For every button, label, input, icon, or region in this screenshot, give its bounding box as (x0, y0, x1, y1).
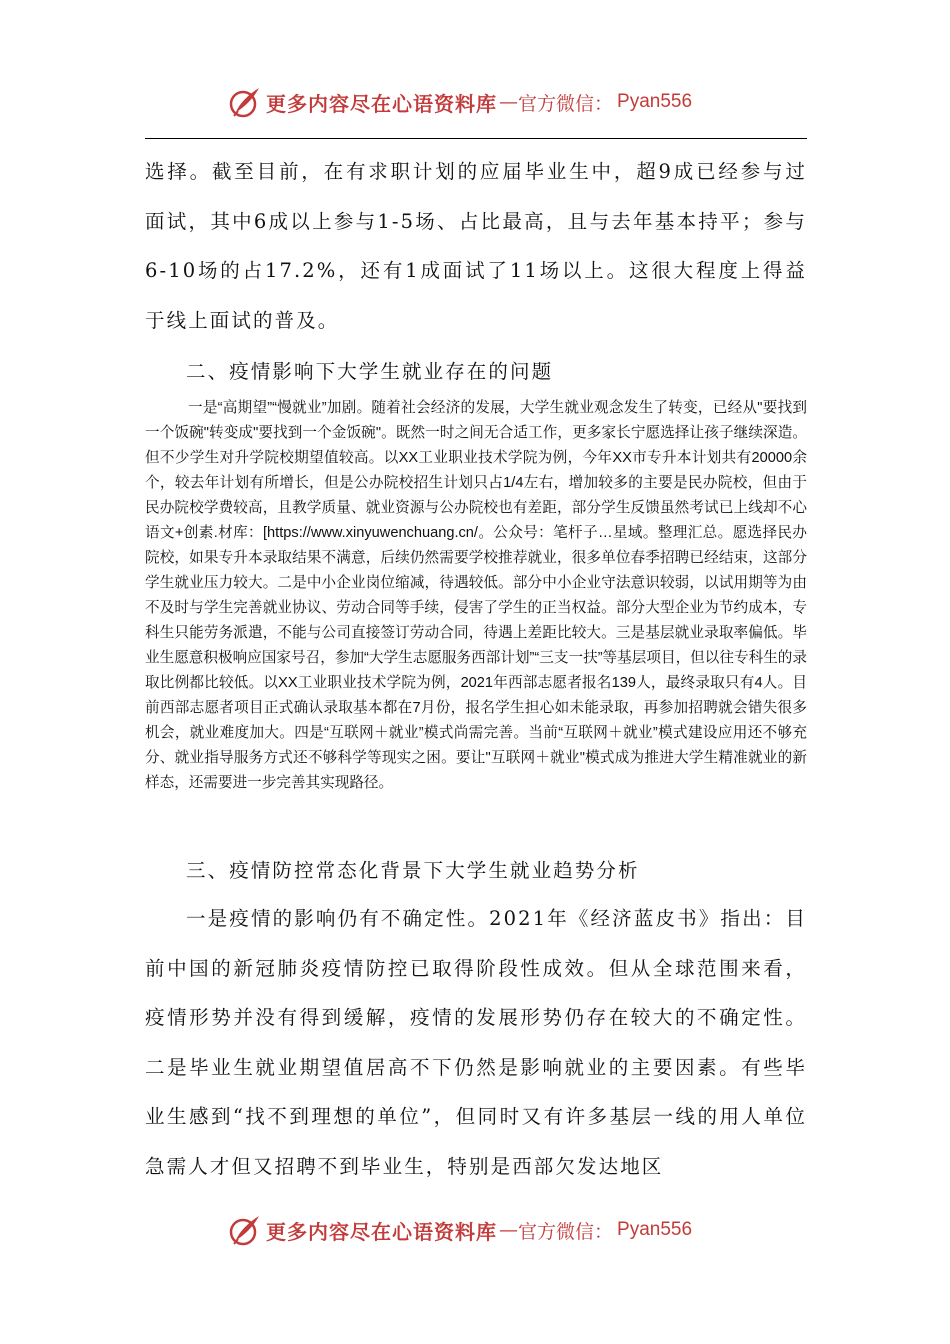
header-watermark (228, 82, 728, 122)
watermark-wechat-label: 官方微信： (518, 92, 614, 115)
paragraph-problems: 一是“高期望”“慢就业”加剧。随着社会经济的发展，大学生就业观念发生了转变，已经从"要找到一个饭碗"转变成"要找到一个金饭碗"。既然一时之间无合适工作，更多家长宁愿选择让孩子继续深造。但不少学生对升学院校期望值较高。以XX工业职业技术学院为例，今年XX市专升本计划共有20000余个，较去年计划有所增长，但是公办院校招生计划只占1/4左右，增加较多的主要是民办院校，但由于民办院校学费较高，且教学质量、就业资源与公办院校也有差距，部分学生反馈虽然考试已上线却不心语文+创素.材库：[https://www.xinyuwenchuang.cn/。公众号：笔杆子…星域。整理汇总。愿选择民办院校，如果专升本录取结果不满意，后续仍然需要学校推荐就业，很多单位春季招聘已经结束，这部分学生就业压力较大。二是中小企业岗位缩减，待遇较低。部分中小企业守法意识较弱，以试用期等为由不及时与学生完善就业协议、劳动合同等手续，侵害了学生的正当权益。部分大型企业为节约成本，专科生只能劳务派遣，不能与公司直接签订劳动合同，待遇上差距比较大。三是基层就业录取率偏低。毕业生愿意积极响应国家号召，参加“大学生志愿服务西部计划”“三支一扶”等基层项目，但以往专科生的录取比例都比较低。以XX工业职业技术学院为例，2021年西部志愿者报名139人，最终录取只有4人。目前西部志愿者项目正式确认录取基本都在7月份，报名学生担心如未能录取，再参加招聘就会错失很多机会，就业难度加大。四是“互联网＋就业”模式尚需完善。当前“互联网＋就业”模式建设应用还不够充分、就业指导服务方式还不够科学等现实之困。要让"互联网＋就业"模式成为推进大学生精准就业的新样态，还需要进一步完善其实现路径。 (145, 400, 807, 791)
paragraph-trends: 一是疫情的影响仍有不确定性。2021年《经济蓝皮书》指出：目前中国的新冠肺炎疫情防控已取得阶段性成效。但从全球范围来看，疫情形势并没有得到缓解，疫情的发展形势仍存在较大的不确定性。二是毕业生就业期望值居高不下仍然是影响就业的主要因素。有些毕业生感到“找不到理想的单位”，但同时又有许多基层一线的用人单位急需人才但又招聘不到毕业生，特别是西部欠发达地区 (145, 907, 807, 1178)
section-heading-trends: 三、疫情防控常态化背景下大学生就业趋势分析 (186, 859, 640, 882)
quill-logo-icon (228, 1213, 262, 1247)
watermark-site-name: 更多内容尽在心语资料库 (266, 1219, 497, 1244)
watermark-wechat-id: Pyan556 (617, 1219, 693, 1240)
header-divider (145, 138, 807, 139)
section-heading-problems: 二、疫情影响下大学生就业存在的问题 (186, 360, 554, 383)
quill-logo-icon (228, 85, 262, 119)
watermark-wechat-id: Pyan556 (617, 91, 693, 112)
watermark-dash: — (499, 1219, 518, 1241)
watermark-wechat-label: 官方微信： (518, 1220, 614, 1243)
watermark-site-name: 更多内容尽在心语资料库 (266, 91, 497, 116)
footer-watermark (228, 1210, 728, 1250)
paragraph-continuation: 选择。截至目前，在有求职计划的应届毕业生中，超9成已经参与过面试，其中6成以上参与1-5场、占比最高，且与去年基本持平；参与6-10场的占17.2%，还有1成面试了11场以上。这很大程度上得益于线上面试的普及。 (145, 160, 807, 332)
watermark-dash: — (499, 91, 518, 113)
